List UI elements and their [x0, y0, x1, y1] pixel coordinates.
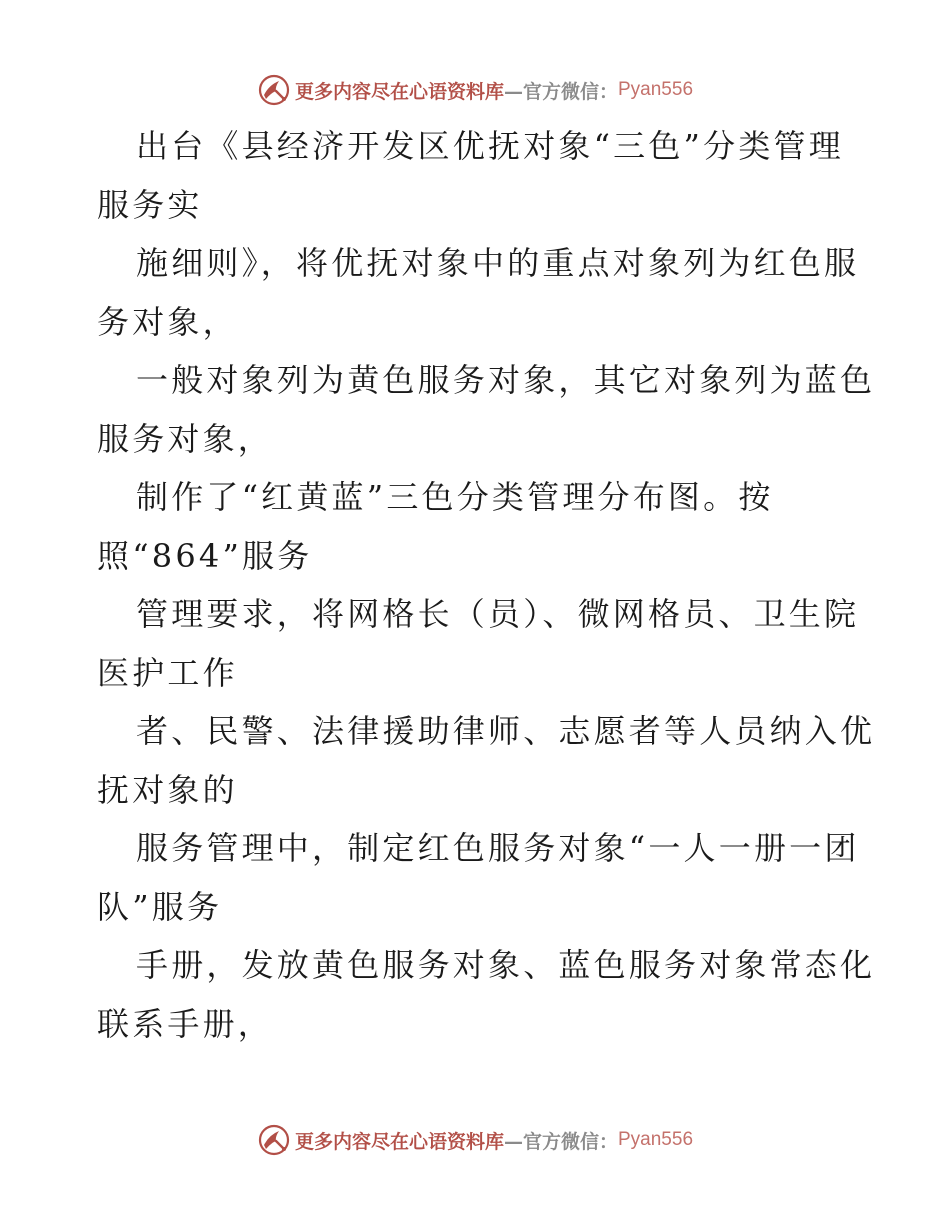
footer-wechat-label: —官方微信： [503, 1130, 618, 1153]
text-line: 者、民警、法律援助律师、志愿者等人员纳入优 [136, 712, 876, 750]
pen-logo-icon [257, 1123, 291, 1157]
header-slogan: 更多内容尽在心语资料库 [294, 80, 504, 103]
text-line: 制作了“红黄蓝”三色分类管理分布图。按 [136, 478, 774, 516]
header-wechat-id: Pyan556 [618, 79, 694, 100]
text-line: 出台《县经济开发区优抚对象“三色”分类管理 [136, 127, 844, 165]
text-line: 医护工作 [97, 653, 238, 692]
text-line: 照“864”服务 [97, 536, 313, 575]
text-line: 一般对象列为黄色服务对象，其它对象列为蓝色 [136, 361, 876, 399]
body-text [97, 117, 876, 1053]
text-line: 服务管理中，制定红色服务对象“一人一册一团 [136, 829, 860, 867]
header-banner [0, 70, 950, 110]
text-line: 抚对象的 [97, 770, 238, 809]
footer-slogan: 更多内容尽在心语资料库 [294, 1130, 504, 1153]
pen-logo-icon [257, 73, 291, 107]
text-line: 手册，发放黄色服务对象、蓝色服务对象常态化 [136, 946, 876, 984]
text-line: 施细则》，将优抚对象中的重点对象列为红色服 [136, 244, 860, 282]
text-line: 管理要求，将网格长（员）、微网格员、卫生院 [136, 595, 860, 633]
footer-wechat-id: Pyan556 [618, 1129, 694, 1150]
text-line: 服务实 [97, 185, 203, 224]
text-line: 务对象， [97, 302, 238, 341]
text-line: 队”服务 [97, 887, 223, 926]
footer-banner [0, 1120, 950, 1160]
text-line: 服务对象， [97, 419, 274, 458]
header-wechat-label: —官方微信： [503, 80, 618, 103]
text-line: 联系手册， [97, 1004, 274, 1043]
